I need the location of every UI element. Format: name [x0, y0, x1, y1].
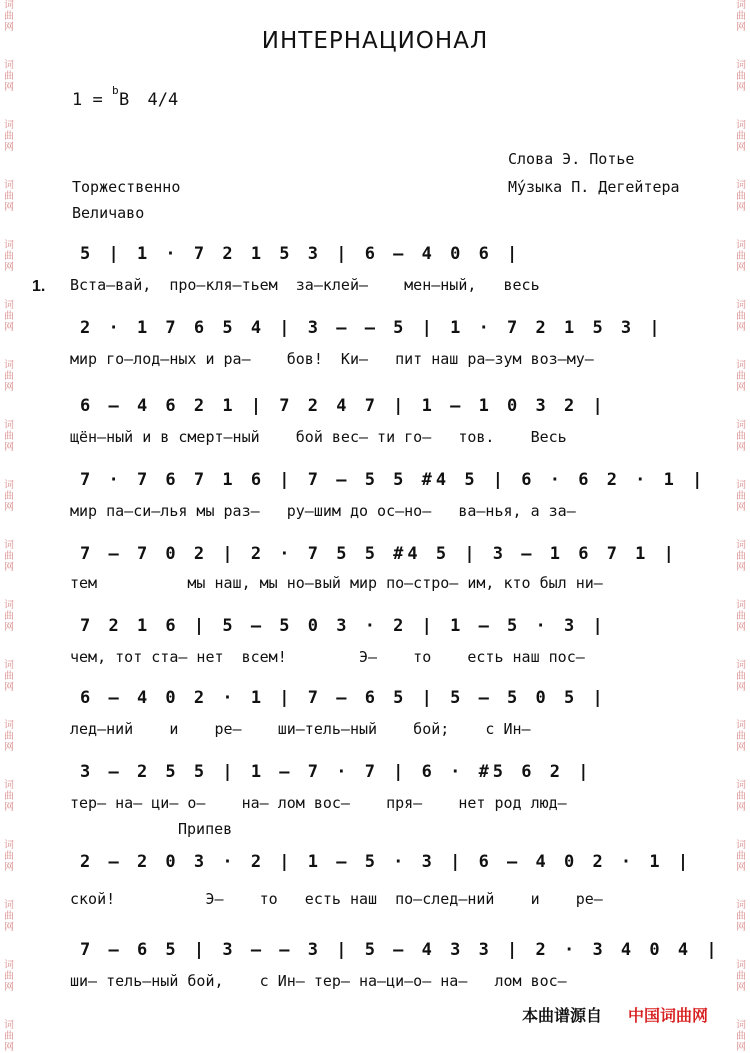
- edge-watermark-mark: 词 曲 网: [736, 360, 746, 393]
- verse-number: 1.: [32, 278, 46, 295]
- edge-watermark-mark: 词 曲 网: [4, 120, 14, 153]
- edge-watermark-mark: 词 曲 网: [736, 0, 746, 33]
- lyrics-text: ши– тель–ный бой, с Ин– тер– на–ци–о– на– лом вос–: [70, 972, 567, 990]
- edge-watermark-mark: 词 曲 网: [4, 0, 14, 33]
- edge-watermark-mark: 词 曲 网: [4, 300, 14, 333]
- footer-source: 本曲谱源自: [522, 1006, 603, 1025]
- notation-row: [0, 458, 750, 496]
- edge-watermark-mark: 词 曲 网: [4, 600, 14, 633]
- edge-watermark-mark: 词 曲 网: [4, 1020, 14, 1053]
- edge-watermark-mark: 词 曲 网: [736, 960, 746, 993]
- key-signature: [72, 84, 179, 110]
- edge-watermark-mark: 词 曲 网: [736, 120, 746, 153]
- lyrics-text: мир па–си–лья мы раз– ру–шим до ос–но– ва–нья, а за–: [70, 502, 576, 520]
- lyrics-text: Вста–вай, про–кля–тьем за–клей– мен–ный, весь: [70, 276, 540, 294]
- edge-watermark-mark: 词 曲 网: [736, 180, 746, 213]
- notation-text: 2 — 2 0 3 · 2 | 1 — 5 · 3 | 6 — 4 0 2 · 1 |: [80, 852, 693, 872]
- edge-watermark-mark: 词 曲 网: [4, 360, 14, 393]
- edge-watermark-mark: 词 曲 网: [736, 720, 746, 753]
- key-flat: b: [112, 84, 119, 97]
- notation-row: [0, 840, 750, 878]
- edge-watermark-mark: 词 曲 网: [4, 180, 14, 213]
- edge-watermark-mark: 词 曲 网: [4, 60, 14, 93]
- notation-text: 7 2 1 6 | 5 — 5 0 3 · 2 | 1 — 5 · 3 |: [80, 616, 607, 636]
- edge-watermark-mark: 词 曲 网: [736, 840, 746, 873]
- edge-watermark-mark: 词 曲 网: [4, 960, 14, 993]
- credit-music: Му́зыка П. Дегейтера: [508, 178, 680, 196]
- notation-row: [0, 750, 750, 788]
- edge-watermark-mark: 词 曲 网: [736, 240, 746, 273]
- notation-row: [0, 232, 750, 270]
- tempo-line-1: Торжественно: [72, 178, 181, 196]
- edge-watermark-mark: 词 曲 网: [736, 300, 746, 333]
- notation-text: 6 — 4 6 2 1 | 7 2 4 7 | 1 — 1 0 3 2 |: [80, 396, 607, 416]
- notation-row: [0, 384, 750, 422]
- notation-row: [0, 604, 750, 642]
- lyrics-text: тем мы наш, мы но–вый мир по–стро– им, кто был ни–: [70, 574, 603, 592]
- notation-row: [0, 928, 750, 966]
- edge-watermark-mark: 词 曲 网: [4, 540, 14, 573]
- edge-watermark-mark: 词 曲 网: [736, 780, 746, 813]
- edge-watermark-mark: 词 曲 网: [4, 900, 14, 933]
- edge-watermark-mark: 词 曲 网: [736, 660, 746, 693]
- edge-watermark-mark: 词 曲 网: [4, 840, 14, 873]
- edge-watermark-mark: 词 曲 网: [4, 420, 14, 453]
- key-meter: 4/4: [147, 90, 179, 110]
- notation-text: 7 — 6 5 | 3 — — 3 | 5 — 4 3 3 | 2 · 3 4 0 4 |: [80, 940, 721, 960]
- chorus-label: Припев: [178, 820, 233, 838]
- credit-words: Слова Э. Потье: [508, 150, 635, 168]
- edge-watermark-mark: 词 曲 网: [736, 600, 746, 633]
- notation-row: [0, 306, 750, 344]
- lyrics-text: ской! Э– то есть наш по–след–ний и ре–: [70, 890, 603, 908]
- edge-watermark-mark: 词 曲 网: [4, 720, 14, 753]
- edge-watermark-mark: 词 曲 网: [736, 1020, 746, 1053]
- lyrics-text: тер– на– ци– о– на– лом вос– пря– нет род люд–: [70, 794, 567, 812]
- edge-watermark-mark: 词 曲 网: [4, 480, 14, 513]
- notation-text: 2 · 1 7 6 5 4 | 3 — — 5 | 1 · 7 2 1 5 3 |: [80, 318, 664, 338]
- lyrics-text: чем, тот ста– нет всем! Э– то есть наш пос–: [70, 648, 585, 666]
- page-title: ИНТЕРНАЦИОНАЛ: [261, 28, 489, 54]
- lyrics-text: щён–ный и в смерт–ный бой вес– ти го– тов. Весь: [70, 428, 567, 446]
- edge-watermark-mark: 词 曲 网: [736, 480, 746, 513]
- edge-watermark-mark: 词 曲 网: [4, 780, 14, 813]
- key-prefix: 1 =: [72, 90, 103, 110]
- tempo-line-2: Величаво: [72, 204, 145, 222]
- edge-watermark-mark: 词 曲 网: [736, 60, 746, 93]
- notation-row: [0, 676, 750, 714]
- notation-row: [0, 532, 750, 570]
- footer-site-link[interactable]: 中国词曲网: [628, 1006, 709, 1025]
- lyrics-text: лед–ний и ре– ши–тель–ный бой; с Ин–: [70, 720, 531, 738]
- notation-text: 7 · 7 6 7 1 6 | 7 — 5 5 #4 5 | 6 · 6 2 · 1 |: [80, 470, 707, 490]
- notation-text: 6 — 4 0 2 · 1 | 7 — 6 5 | 5 — 5 0 5 |: [80, 688, 607, 708]
- key-note: B: [118, 90, 130, 110]
- edge-watermark-mark: 词 曲 网: [736, 420, 746, 453]
- notation-text: 7 — 7 0 2 | 2 · 7 5 5 #4 5 | 3 — 1 6 7 1 |: [80, 544, 678, 564]
- edge-watermark-mark: 词 曲 网: [4, 660, 14, 693]
- notation-text: 5 | 1 · 7 2 1 5 3 | 6 — 4 0 6 |: [80, 244, 522, 264]
- lyrics-text: мир го–лод–ных и ра– бов! Ки– пит наш ра–зум воз–му–: [70, 350, 594, 368]
- notation-text: 3 — 2 5 5 | 1 — 7 · 7 | 6 · #5 6 2 |: [80, 762, 593, 782]
- edge-watermark-mark: 词 曲 网: [736, 900, 746, 933]
- edge-watermark-mark: 词 曲 网: [4, 240, 14, 273]
- edge-watermark-mark: 词 曲 网: [736, 540, 746, 573]
